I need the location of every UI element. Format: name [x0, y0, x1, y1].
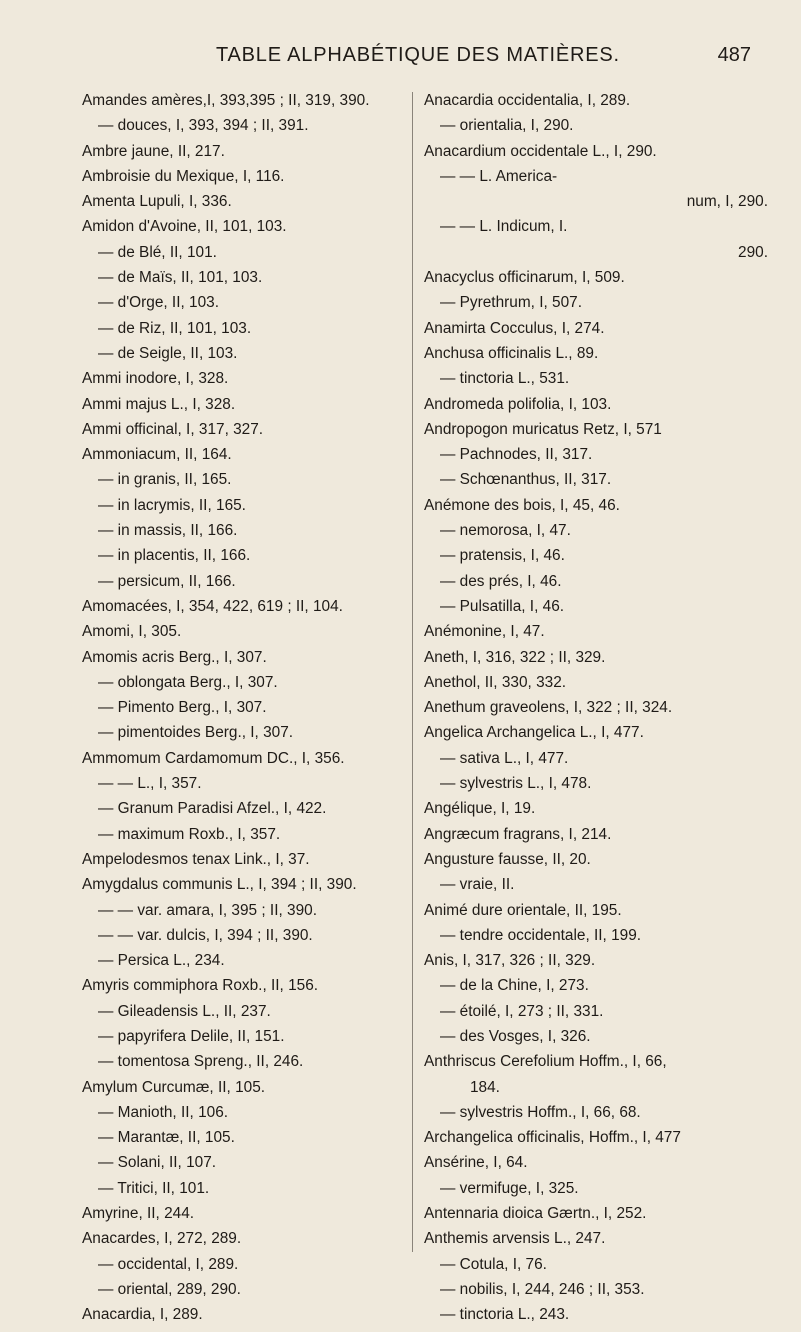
index-entry: 184. [470, 1078, 500, 1096]
index-entry: Anémonine, I, 47. [424, 623, 545, 641]
index-entry: Ambroisie du Mexique, I, 116. [82, 167, 285, 185]
index-entry: — de Riz, II, 101, 103. [98, 319, 252, 337]
index-entry: — in placentis, II, 166. [98, 547, 251, 565]
index-entry: — tinctoria L., 243. [440, 1306, 570, 1324]
index-entry: Ambre jaune, II, 217. [82, 142, 225, 160]
index-entry: — tendre occidentale, II, 199. [440, 926, 642, 944]
index-entry: — in massis, II, 166. [98, 522, 238, 540]
index-entry: Andropogon muricatus Retz, I, 571 [424, 420, 662, 438]
index-entry: Andromeda polifolia, I, 103. [424, 395, 612, 413]
index-entry: — oblongata Berg., I, 307. [98, 673, 278, 691]
index-entry: Ammomum Cardamomum DC., I, 356. [82, 749, 345, 767]
index-entry: Archangelica officinalis, Hoffm., I, 477 [424, 1129, 681, 1147]
index-entry: Angræcum fragrans, I, 214. [424, 825, 612, 843]
index-column-right [424, 88, 768, 1328]
page-number: 487 [717, 44, 751, 66]
index-entry: Ammi officinal, I, 317, 327. [82, 420, 264, 438]
index-entry: num, I, 290. [686, 193, 768, 211]
index-entry: — — L. Indicum, I. [440, 218, 568, 236]
index-entry: — papyrifera Delile, II, 151. [98, 1027, 285, 1045]
index-entry: — — var. amara, I, 395 ; II, 390. [98, 901, 317, 919]
index-entry: Anis, I, 317, 326 ; II, 329. [424, 952, 596, 970]
index-entry: — douces, I, 393, 394 ; II, 391. [98, 117, 309, 135]
index-entry: Amomacées, I, 354, 422, 619 ; II, 104. [82, 597, 343, 615]
index-entry: — sylvestris Hoffm., I, 66, 68. [440, 1103, 641, 1121]
index-entry: — Pimento Berg., I, 307. [98, 699, 267, 717]
index-entry: — maximum Roxb., I, 357. [98, 825, 281, 843]
index-entry: — tomentosa Spreng., II, 246. [98, 1053, 304, 1071]
index-entry: Ammi majus L., I, 328. [82, 395, 236, 413]
index-entry: Angusture fausse, II, 20. [424, 850, 591, 868]
index-entry: — persicum, II, 166. [98, 572, 236, 590]
index-entry: Angelica Archangelica L., I, 477. [424, 724, 644, 742]
index-entry: — Granum Paradisi Afzel., I, 422. [98, 800, 327, 818]
index-entry: Ampelodesmos tenax Link., I, 37. [82, 850, 310, 868]
index-entry: Anacardes, I, 272, 289. [82, 1230, 242, 1248]
index-entry: — Marantæ, II, 105. [98, 1129, 235, 1147]
index-entry: Amidon d'Avoine, II, 101, 103. [82, 218, 287, 236]
index-entry: — — L., I, 357. [98, 775, 202, 793]
index-entry: — Schœnanthus, II, 317. [440, 471, 612, 489]
index-column-left [82, 88, 404, 1328]
index-entry: Ammi inodore, I, 328. [82, 370, 229, 388]
index-entry: Angélique, I, 19. [424, 800, 536, 818]
index-entry: Amenta Lupuli, I, 336. [82, 193, 232, 211]
index-entry: — Pyrethrum, I, 507. [440, 294, 582, 312]
index-entry: Anthemis arvensis L., 247. [424, 1230, 606, 1248]
page-header [0, 44, 801, 74]
index-entry: — tinctoria L., 531. [440, 370, 570, 388]
index-entry: Amomi, I, 305. [82, 623, 182, 641]
index-entry: — de Maïs, II, 101, 103. [98, 269, 263, 287]
index-entry: Ammoniacum, II, 164. [82, 446, 232, 464]
index-entry: — nemorosa, I, 47. [440, 522, 571, 540]
index-entry: — Cotula, I, 76. [440, 1255, 547, 1273]
index-entry: — sativa L., I, 477. [440, 749, 569, 767]
index-entry: — Tritici, II, 101. [98, 1179, 210, 1197]
index-entry: — de Seigle, II, 103. [98, 344, 238, 362]
index-entry: — in lacrymis, II, 165. [98, 496, 246, 514]
index-entry: — occidental, I, 289. [98, 1255, 239, 1273]
index-entry: — d'Orge, II, 103. [98, 294, 219, 312]
index-entry: Amyris commiphora Roxb., II, 156. [82, 977, 319, 995]
index-entry: Anthriscus Cerefolium Hoffm., I, 66, [424, 1053, 667, 1071]
index-entry: Amygdalus communis L., I, 394 ; II, 390. [82, 876, 357, 894]
index-entry: Anacardia, I, 289. [82, 1306, 203, 1324]
index-entry: — — var. dulcis, I, 394 ; II, 390. [98, 926, 313, 944]
index-entry: — sylvestris L., I, 478. [440, 775, 592, 793]
index-entry: Anacardia occidentalia, I, 289. [424, 92, 631, 109]
index-entry: Ansérine, I, 64. [424, 1154, 528, 1172]
index-entry: 290. [738, 243, 768, 261]
index-entry: — de la Chine, I, 273. [440, 977, 589, 995]
index-entry: — vraie, II. [440, 876, 515, 894]
index-entry: — oriental, 289, 290. [98, 1280, 241, 1298]
index-entry: Anémone des bois, I, 45, 46. [424, 496, 620, 514]
index-entry: — Solani, II, 107. [98, 1154, 217, 1172]
index-entry: — nobilis, I, 244, 246 ; II, 353. [440, 1280, 645, 1298]
index-entry: — Persica L., 234. [98, 952, 225, 970]
running-title: TABLE ALPHABÉTIQUE DES MATIÈRES. [216, 44, 620, 66]
index-entry: — pimentoides Berg., I, 307. [98, 724, 294, 742]
index-entry: Amandes amères,I, 393,395 ; II, 319, 390. [82, 92, 370, 109]
index-entry: — des prés, I, 46. [440, 572, 562, 590]
index-entry: — Pulsatilla, I, 46. [440, 597, 565, 615]
index-entry: — de Blé, II, 101. [98, 243, 217, 261]
index-entry: — vermifuge, I, 325. [440, 1179, 579, 1197]
index-entry: — Manioth, II, 106. [98, 1103, 229, 1121]
index-entry: Amyrine, II, 244. [82, 1205, 195, 1223]
column-divider [412, 92, 413, 1252]
index-entry: — pratensis, I, 46. [440, 547, 565, 565]
index-entry: Anethum graveolens, I, 322 ; II, 324. [424, 699, 673, 717]
index-entry: Anethol, II, 330, 332. [424, 673, 567, 691]
index-entry: Anamirta Cocculus, I, 274. [424, 319, 605, 337]
index-entry: Anacyclus officinarum, I, 509. [424, 269, 625, 287]
index-entry: Amylum Curcumæ, II, 105. [82, 1078, 266, 1096]
index-entry: — orientalia, I, 290. [440, 117, 574, 135]
index-entry: Animé dure orientale, II, 195. [424, 901, 622, 919]
index-entry: Amomis acris Berg., I, 307. [82, 648, 267, 666]
index-entry: Aneth, I, 316, 322 ; II, 329. [424, 648, 606, 666]
index-entry: — in granis, II, 165. [98, 471, 232, 489]
index-entry: — — L. America- [440, 167, 558, 185]
index-entry: — Pachnodes, II, 317. [440, 446, 593, 464]
index-entry: Antennaria dioica Gærtn., I, 252. [424, 1205, 647, 1223]
index-entry: Anacardium occidentale L., I, 290. [424, 142, 657, 160]
index-entry: — étoilé, I, 273 ; II, 331. [440, 1002, 604, 1020]
index-entry: Anchusa officinalis L., 89. [424, 344, 599, 362]
index-entry: — Gileadensis L., II, 237. [98, 1002, 271, 1020]
index-entry: — des Vosges, I, 326. [440, 1027, 591, 1045]
